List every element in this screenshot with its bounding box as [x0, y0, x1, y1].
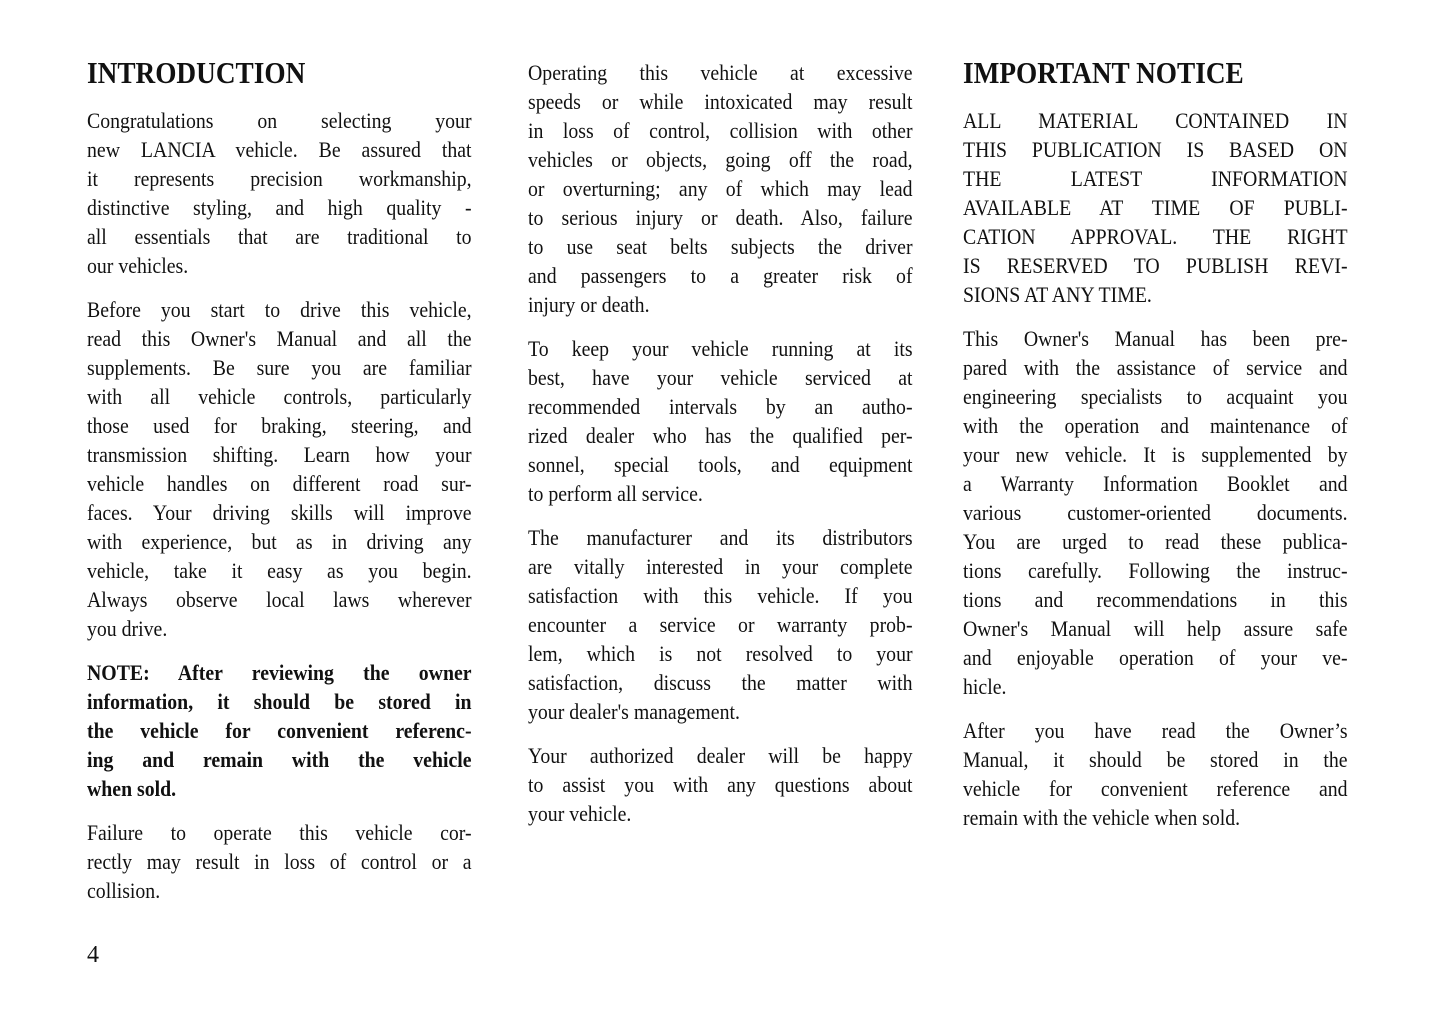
text-line: best, have your vehicle serviced at: [528, 365, 913, 390]
text-line: The manufacturer and its distributors: [528, 525, 913, 550]
text-line: sonnel, special tools, and equipment: [528, 452, 913, 477]
text-line: speeds or while intoxicated may result: [528, 89, 913, 114]
text-line: with the operation and maintenance of: [963, 413, 1348, 438]
text-line: or overturning; any of which may lead: [528, 176, 913, 201]
text-line: hicle.: [963, 674, 1007, 699]
text-line: vehicle for convenient reference and: [963, 776, 1348, 801]
text-line: it represents precision workmanship,: [87, 166, 472, 191]
text-line: are vitally interested in your complete: [528, 554, 913, 579]
text-line: you drive.: [87, 616, 168, 641]
text-line: CATION APPROVAL. THE RIGHT: [963, 224, 1348, 249]
text-line: lem, which is not resolved to your: [528, 641, 913, 666]
section-heading: INTRODUCTION: [87, 55, 306, 90]
text-line: distinctive styling, and high quality -: [87, 195, 472, 220]
text-line: supplements. Be sure you are familiar: [87, 355, 472, 380]
text-line: tions and recommendations in this: [963, 587, 1348, 612]
text-line: Manual, it should be stored in the: [963, 747, 1348, 772]
text-line: the vehicle for convenient referenc-: [87, 718, 472, 743]
text-line: engineering specialists to acquaint you: [963, 384, 1348, 409]
page-number: 4: [87, 942, 99, 968]
text-line: vehicles or objects, going off the road,: [528, 147, 913, 172]
note-paragraph: [87, 658, 472, 803]
text-line: in loss of control, collision with other: [528, 118, 913, 143]
column-middle: [528, 0, 913, 843]
text-line: Failure to operate this vehicle cor-: [87, 820, 472, 845]
text-line: This Owner's Manual has been pre-: [963, 326, 1348, 351]
text-line: transmission shifting. Learn how your: [87, 442, 472, 467]
text-line: Operating this vehicle at excessive: [528, 60, 913, 85]
text-line: After you have read the Owner’s: [963, 718, 1348, 743]
text-line: to serious injury or death. Also, failure: [528, 205, 913, 230]
text-line: SIONS AT ANY TIME.: [963, 282, 1152, 307]
text-line: rized dealer who has the qualified per-: [528, 423, 913, 448]
text-line: collision.: [87, 878, 161, 903]
paragraph: [963, 324, 1348, 701]
text-line: information, it should be stored in: [87, 689, 472, 714]
text-line: your new vehicle. It is supplemented by: [963, 442, 1348, 467]
text-line: THIS PUBLICATION IS BASED ON: [963, 137, 1348, 162]
text-line: satisfaction, discuss the matter with: [528, 670, 913, 695]
text-line: your dealer's management.: [528, 699, 740, 724]
text-line: injury or death.: [528, 292, 650, 317]
text-line: vehicle handles on different road sur-: [87, 471, 472, 496]
paragraph: [528, 334, 913, 508]
text-line: You are urged to read these publica-: [963, 529, 1348, 554]
text-line: Your authorized dealer will be happy: [528, 743, 913, 768]
text-line: new LANCIA vehicle. Be assured that: [87, 137, 472, 162]
text-line: ing and remain with the vehicle: [87, 747, 472, 772]
text-line: to perform all service.: [528, 481, 703, 506]
text-line: satisfaction with this vehicle. If you: [528, 583, 913, 608]
text-line: Always observe local laws wherever: [87, 587, 472, 612]
text-line: encounter a service or warranty prob-: [528, 612, 913, 637]
text-line: and passengers to a greater risk of: [528, 263, 913, 288]
text-line: with all vehicle controls, particularly: [87, 384, 472, 409]
text-line: various customer-oriented documents.: [963, 500, 1348, 525]
text-line: to use seat belts subjects the driver: [528, 234, 913, 259]
text-line: THE LATEST INFORMATION: [963, 166, 1348, 191]
text-line: tions carefully. Following the instruc-: [963, 558, 1348, 583]
column-important-notice: [963, 0, 1348, 847]
paragraph: [528, 741, 913, 828]
text-line: when sold.: [87, 776, 177, 801]
paragraph: [87, 295, 472, 643]
paragraph: [528, 58, 913, 319]
text-line: all essentials that are traditional to: [87, 224, 472, 249]
text-line: with experience, but as in driving any: [87, 529, 472, 554]
paragraph: [87, 106, 472, 280]
text-line: Before you start to drive this vehicle,: [87, 297, 472, 322]
text-line: faces. Your driving skills will improve: [87, 500, 472, 525]
text-line: ALL MATERIAL CONTAINED IN: [963, 108, 1348, 133]
text-line: recommended intervals by an autho-: [528, 394, 913, 419]
paragraph: [528, 523, 913, 726]
paragraph: [963, 106, 1348, 309]
text-line: IS RESERVED TO PUBLISH REVI-: [963, 253, 1348, 278]
text-line: AVAILABLE AT TIME OF PUBLI-: [963, 195, 1348, 220]
text-line: read this Owner's Manual and all the: [87, 326, 472, 351]
paragraph: [87, 818, 472, 905]
text-line: vehicle, take it easy as you begin.: [87, 558, 472, 583]
text-line: rectly may result in loss of control or a: [87, 849, 472, 874]
text-line: NOTE: After reviewing the owner: [87, 660, 472, 685]
column-introduction: [87, 0, 472, 920]
text-line: to assist you with any questions about: [528, 772, 913, 797]
text-line: and enjoyable operation of your ve-: [963, 645, 1348, 670]
text-line: Owner's Manual will help assure safe: [963, 616, 1348, 641]
paragraph: [963, 716, 1348, 832]
text-line: remain with the vehicle when sold.: [963, 805, 1241, 830]
text-line: To keep your vehicle running at its: [528, 336, 913, 361]
section-heading: IMPORTANT NOTICE: [963, 55, 1244, 90]
text-line: your vehicle.: [528, 801, 632, 826]
text-line: Congratulations on selecting your: [87, 108, 472, 133]
text-line: our vehicles.: [87, 253, 189, 278]
text-line: those used for braking, steering, and: [87, 413, 472, 438]
text-line: a Warranty Information Booklet and: [963, 471, 1348, 496]
text-line: pared with the assistance of service and: [963, 355, 1348, 380]
